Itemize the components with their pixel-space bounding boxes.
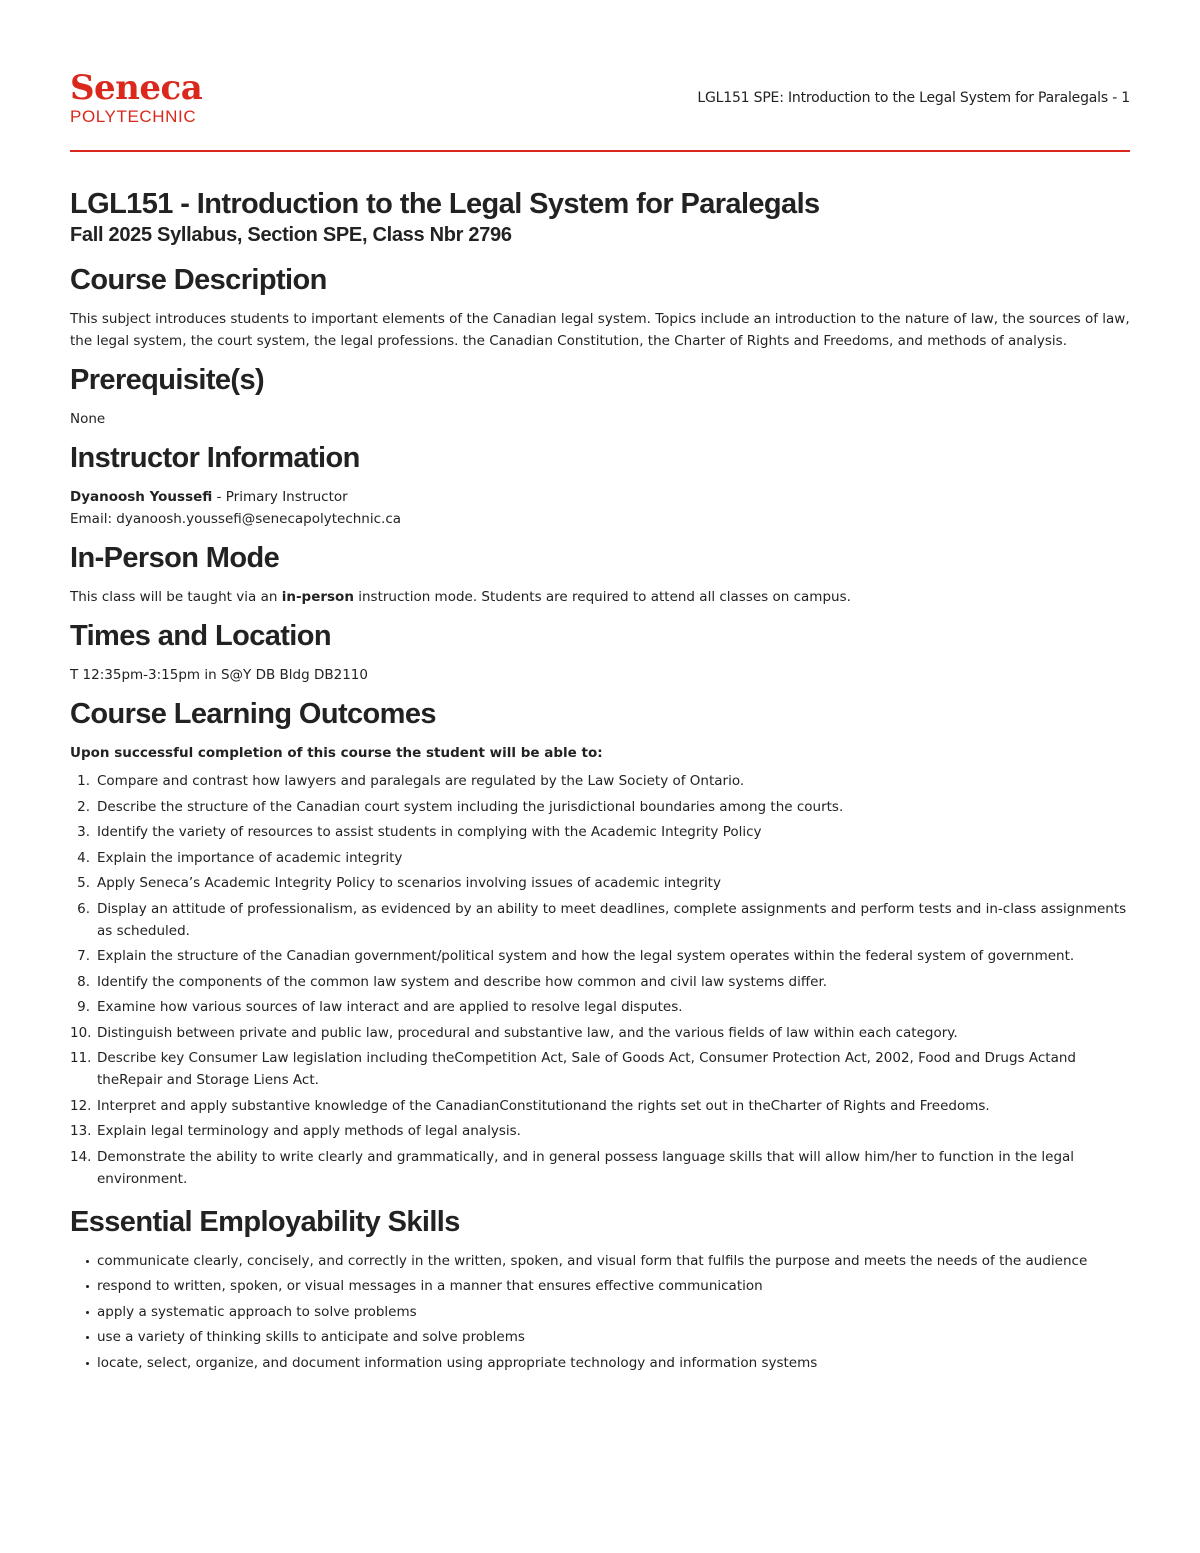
course-description-text: This subject introduces students to important elements of the Canadian legal system. Topics include an introduction to the nature of law, the sources of law, the legal system, the court system, the legal professions. the Canadian Constitution, the Charter of Rights and Freedoms, and methods of analysis. — [70, 311, 1130, 349]
outcome-text: Distinguish between private and public law, procedural and substantive law, and the various fields of law within each category. — [97, 1024, 958, 1041]
outcome-number: 6. — [77, 900, 90, 917]
instructor-heading: Instructor Information — [70, 442, 360, 474]
skill-text: communicate clearly, concisely, and correctly in the written, spoken, and visual form that fulfils the purpose and meets the needs of the audience — [97, 1252, 1088, 1269]
skill-item — [70, 1275, 1130, 1297]
outcomes-list — [70, 770, 1130, 1190]
bullet-icon — [86, 1311, 89, 1314]
syllabus-content — [70, 186, 1130, 1384]
outcome-number: 3. — [77, 824, 90, 840]
mode-text — [70, 586, 1130, 608]
outcome-item — [70, 971, 1130, 993]
skills-list — [70, 1250, 1130, 1374]
times-heading: Times and Location — [70, 620, 331, 652]
outcome-item — [70, 1095, 1130, 1117]
outcome-number: 10. — [70, 1024, 92, 1041]
outcome-item — [70, 1146, 1130, 1190]
running-head: LGL151 SPE: Introduction to the Legal System for Paralegals - 1 — [697, 90, 1130, 106]
times-section — [70, 618, 1130, 686]
course-description-heading: Course Description — [70, 264, 327, 296]
mode-heading: In-Person Mode — [70, 542, 280, 574]
outcome-number: 12. — [70, 1097, 92, 1114]
prerequisites-text: None — [70, 411, 106, 427]
mode-text-after: instruction mode. Students are required to attend all classes on campus. — [353, 589, 851, 605]
outcome-item — [70, 770, 1130, 792]
mode-text-bold: in-person — [281, 589, 354, 605]
prerequisites-heading: Prerequisite(s) — [70, 364, 265, 396]
page-title: LGL151 - Introduction to the Legal System for Paralegals — [70, 188, 820, 220]
bullet-icon — [86, 1362, 89, 1365]
outcome-number: 8. — [77, 973, 90, 990]
outcome-text: Interpret and apply substantive knowledge of the CanadianConstitutionand the rights set out in theCharter of Rights and Freedoms. — [97, 1097, 990, 1114]
outcome-text: Explain legal terminology and apply methods of legal analysis. — [97, 1123, 521, 1139]
outcome-item — [70, 1047, 1130, 1091]
instructor-name: Dyanoosh Youssefi — [70, 489, 213, 505]
skill-text: use a variety of thinking skills to anticipate and solve problems — [97, 1329, 525, 1345]
skill-text: apply a systematic approach to solve problems — [97, 1303, 417, 1320]
outcome-text: Describe the structure of the Canadian court system including the jurisdictional boundaries among the courts. — [97, 798, 844, 815]
page-header — [70, 70, 1130, 130]
skills-heading: Essential Employability Skills — [70, 1205, 460, 1238]
outcome-number: 9. — [77, 999, 90, 1015]
outcome-item — [70, 1022, 1130, 1044]
logo-name: Seneca — [70, 68, 203, 108]
skill-item — [70, 1301, 1130, 1323]
logo-subtitle: POLYTECHNIC — [70, 107, 197, 126]
instructor-section — [70, 440, 1130, 530]
outcome-number: 7. — [77, 948, 90, 964]
instructor-email: Email: dyanoosh.youssefi@senecapolytechnic.ca — [70, 511, 402, 527]
outcome-item — [70, 821, 1130, 843]
skill-text: locate, select, organize, and document information using appropriate technology and information systems — [97, 1354, 818, 1371]
outcome-text: Identify the components of the common law system and describe how common and civil law systems differ. — [97, 973, 828, 990]
skill-item — [70, 1326, 1130, 1348]
outcome-text: Identify the variety of resources to assist students in complying with the Academic Integrity Policy — [97, 824, 762, 840]
outcome-item — [70, 945, 1130, 967]
outcome-item — [70, 1120, 1130, 1142]
header-divider — [70, 150, 1130, 152]
bullet-icon — [86, 1260, 89, 1263]
outcome-number: 4. — [77, 849, 90, 866]
instructor-line — [70, 486, 1130, 508]
outcome-text: Demonstrate the ability to write clearly and grammatically, and in general possess language skills that will allow him/her to function in the legal environment. — [97, 1148, 1075, 1187]
seneca-logo — [70, 70, 202, 126]
instructor-role: - Primary Instructor — [212, 489, 348, 505]
skill-item — [70, 1352, 1130, 1374]
outcome-item — [70, 898, 1130, 942]
outcome-number: 11. — [70, 1050, 92, 1066]
outcome-text: Apply Seneca’s Academic Integrity Policy to scenarios involving issues of academic integrity — [97, 875, 721, 891]
outcome-number: 5. — [77, 875, 90, 891]
mode-section — [70, 540, 1130, 608]
outcomes-section — [70, 696, 1130, 1190]
outcome-number: 14. — [70, 1148, 92, 1165]
outcome-text: Describe key Consumer Law legislation including theCompetition Act, Sale of Goods Act, Consumer Protection Act, 2002, Food and Drugs Actand theRepair and Storage Liens Act. — [97, 1050, 1076, 1088]
outcome-number: 1. — [77, 773, 90, 789]
outcome-text: Compare and contrast how lawyers and paralegals are regulated by the Law Society of Ontario. — [97, 773, 745, 789]
outcome-text: Examine how various sources of law interact and are applied to resolve legal disputes. — [97, 999, 683, 1015]
bullet-icon — [86, 1336, 89, 1339]
times-text: T 12:35pm-3:15pm in S@Y DB Bldg DB2110 — [70, 667, 368, 683]
bullet-icon — [86, 1285, 89, 1288]
outcome-item — [70, 847, 1130, 869]
course-description-section — [70, 262, 1130, 352]
page-subtitle: Fall 2025 Syllabus, Section SPE, Class Nbr 2796 — [70, 224, 512, 246]
outcomes-intro: Upon successful completion of this course the student will be able to: — [70, 745, 603, 761]
outcome-number: 13. — [70, 1123, 92, 1139]
skill-text: respond to written, spoken, or visual messages in a manner that ensures effective communication — [97, 1278, 763, 1294]
mode-text-before: This class will be taught via an — [70, 589, 282, 605]
skills-section — [70, 1204, 1130, 1374]
prerequisites-section — [70, 362, 1130, 430]
outcome-text: Display an attitude of professionalism, as evidenced by an ability to meet deadlines, complete assignments and perform tests and in-class assignments as scheduled. — [97, 900, 1127, 939]
outcome-item — [70, 996, 1130, 1018]
outcome-number: 2. — [77, 798, 90, 815]
outcome-text: Explain the importance of academic integrity — [97, 849, 403, 866]
outcome-item — [70, 796, 1130, 818]
skill-item — [70, 1250, 1130, 1272]
outcomes-heading: Course Learning Outcomes — [70, 698, 436, 730]
outcome-text: Explain the structure of the Canadian government/political system and how the legal system operates within the federal system of government. — [97, 948, 1075, 964]
outcome-item — [70, 872, 1130, 894]
